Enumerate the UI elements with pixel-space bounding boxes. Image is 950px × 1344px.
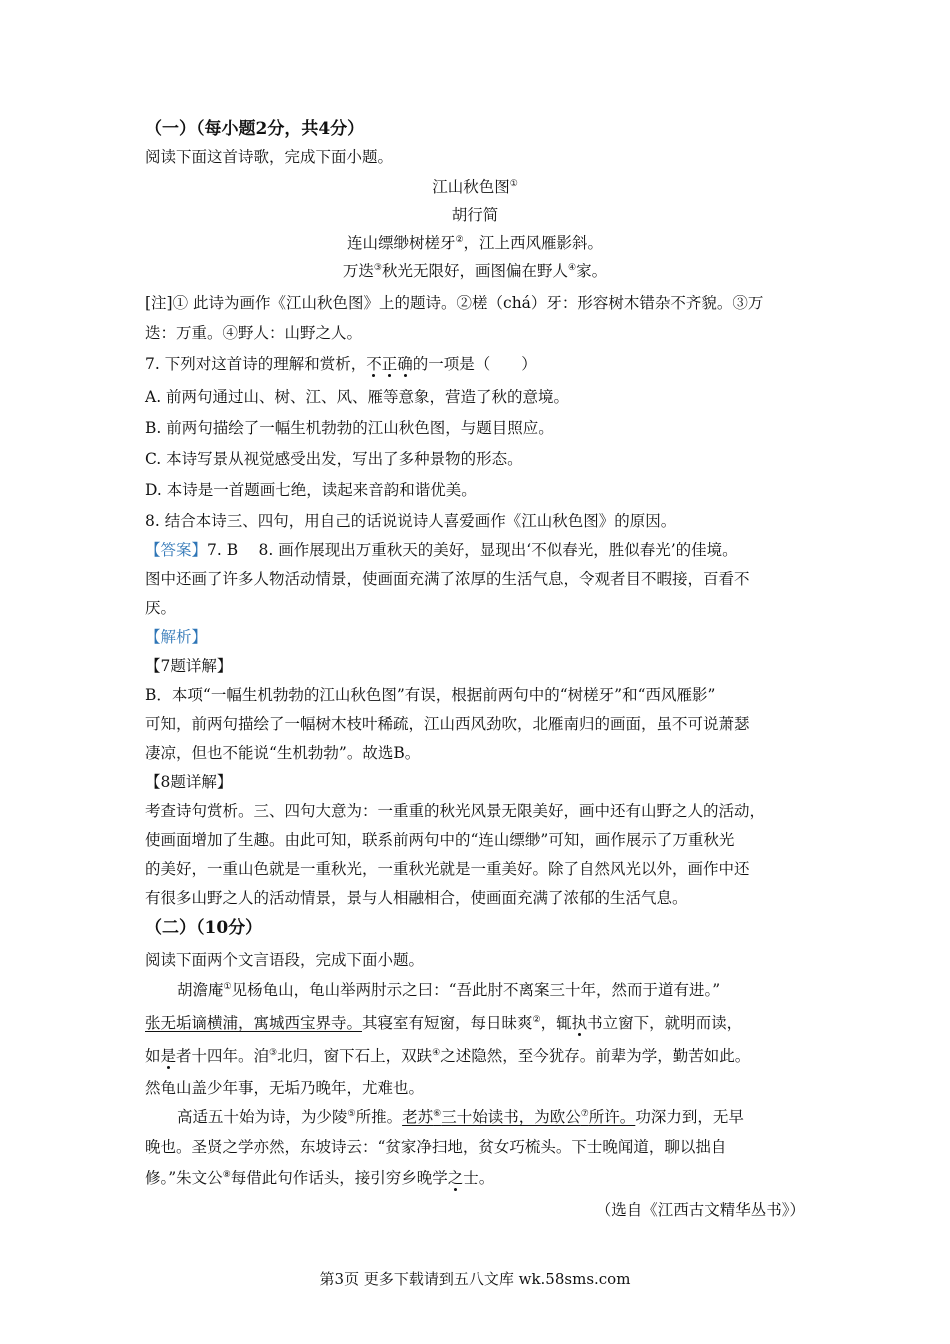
question-7: 7. 下列对这首诗的理解和赏析，不正确的一项是（ ） (145, 355, 537, 373)
underlined-sentence: 张无垢谪横浦，寓城西宝界寺。 (145, 1014, 363, 1032)
section2-heading: （二）（10分） (145, 918, 263, 938)
passage2-line-2: 晚也。圣贤之学亦然，东坡诗云：“贫家净扫地，贫女巧梳头。下士晚闻道，聊以拙自 (145, 1138, 727, 1156)
q7-detail-label: 【7题详解】 (145, 657, 233, 675)
source-citation: （选自《江西古文精华丛书》） (595, 1201, 805, 1219)
answer-label: 【答案】 (145, 541, 208, 559)
analysis-label: 【解析】 (145, 628, 208, 646)
q7-detail-line-1: B．本项“一幅生机勃勃的江山秋色图”有误，根据前两句中的“树槎牙”和“西风雁影” (145, 686, 716, 704)
question-8: 8. 结合本诗三、四句，用自己的话说说诗人喜爱画作《江山秋色图》的原因。 (145, 512, 677, 530)
poem-title: 江山秋色图① (432, 178, 518, 196)
q8-detail-line-1: 考查诗句赏析。三、四句大意为：一重重的秋光风景无限美好，画中还有山野之人的活动， (145, 802, 766, 820)
passage1-line-4: 然龟山盖少年事，无垢乃晚年，尤难也。 (145, 1079, 425, 1097)
answer-line-2: 图中还画了许多人物活动情景，使画面充满了浓厚的生活气息，令观者目不暇接，百看不 (145, 570, 750, 588)
passage1-line-1: 胡澹庵①见杨龟山，龟山举两肘示之曰：“吾此肘不离案三十年，然而于道有进。” (177, 981, 721, 999)
poem-line-1: 连山缥缈树槎牙②，江上西风雁影斜。 (346, 234, 604, 252)
section2-intro: 阅读下面两个文言语段，完成下面小题。 (145, 951, 425, 969)
passage2-line-3: 修。”朱文公⑧每借此句作话头，接引穷乡晚学之士。 (145, 1169, 495, 1187)
section1-heading: （一）（每小题2分，共4分） (145, 119, 365, 139)
passage1-line-3: 如是者十四年。洎③北归，窗下石上，双趺④之述隐然，至今犹存。前辈为学，勤苦如此。 (145, 1047, 751, 1065)
poem-author: 胡行简 (451, 206, 499, 224)
q8-detail-label: 【8题详解】 (145, 773, 233, 791)
note-line-2: 迭：万重。④野人：山野之人。 (145, 324, 363, 342)
q8-detail-line-3: 的美好，一重山色就是一重秋光，一重秋光就是一重美好。除了自然风光以外，画作中还 (145, 860, 750, 878)
answer-line-3: 厌。 (145, 599, 177, 617)
option-b: B. 前两句描绘了一幅生机勃勃的江山秋色图，与题目照应。 (145, 419, 554, 437)
q7-detail-line-2: 可知，前两句描绘了一幅树木枝叶稀疏，江山西风劲吹，北雁南归的画面，虽不可说萧瑟 (145, 715, 750, 733)
q8-detail-line-2: 使画面增加了生趣。由此可知，联系前两句中的“连山缥缈”可知，画作展示了万重秋光 (145, 831, 735, 849)
option-a: A. 前两句通过山、树、江、风、雁等意象，营造了秋的意境。 (145, 388, 570, 406)
option-c: C. 本诗写景从视觉感受出发，写出了多种景物的形态。 (145, 450, 523, 468)
poem-line-2: 万迭③秋光无限好，画图偏在野人④家。 (342, 262, 608, 280)
underlined-sentence: 老苏⑥三十始读书，为欧公⑦所许。 (402, 1108, 636, 1126)
passage1-line-2: 张无垢谪横浦，寓城西宝界寺。其寝室有短窗，每日昧爽②，辄执书立窗下，就明而读， (145, 1014, 743, 1032)
option-d: D. 本诗是一首题画七绝，读起来音韵和谐优美。 (145, 481, 477, 499)
q7-detail-line-3: 凄凉，但也不能说“生机勃勃”。故选B。 (145, 744, 421, 762)
q8-detail-line-4: 有很多山野之人的活动情景，景与人相融相合，使画面充满了浓郁的生活气息。 (145, 889, 688, 907)
section1-intro: 阅读下面这首诗歌，完成下面小题。 (145, 148, 394, 166)
note-line-1: [注]① 此诗为画作《江山秋色图》上的题诗。②槎（chá）牙：形容树木错杂不齐貌。③万 (145, 294, 764, 312)
page-footer: 第3页 更多下载请到五八文库 wk.58sms.com (319, 1270, 631, 1288)
answer-line-1: 【答案】7. B 8. 画作展现出万重秋天的美好，显现出‘不似春光，胜似春光’的佳境。 (145, 541, 738, 559)
passage2-line-1: 高适五十始为诗，为少陵⑤所推。老苏⑥三十始读书，为欧公⑦所许。功深力到，无早 (177, 1108, 744, 1126)
